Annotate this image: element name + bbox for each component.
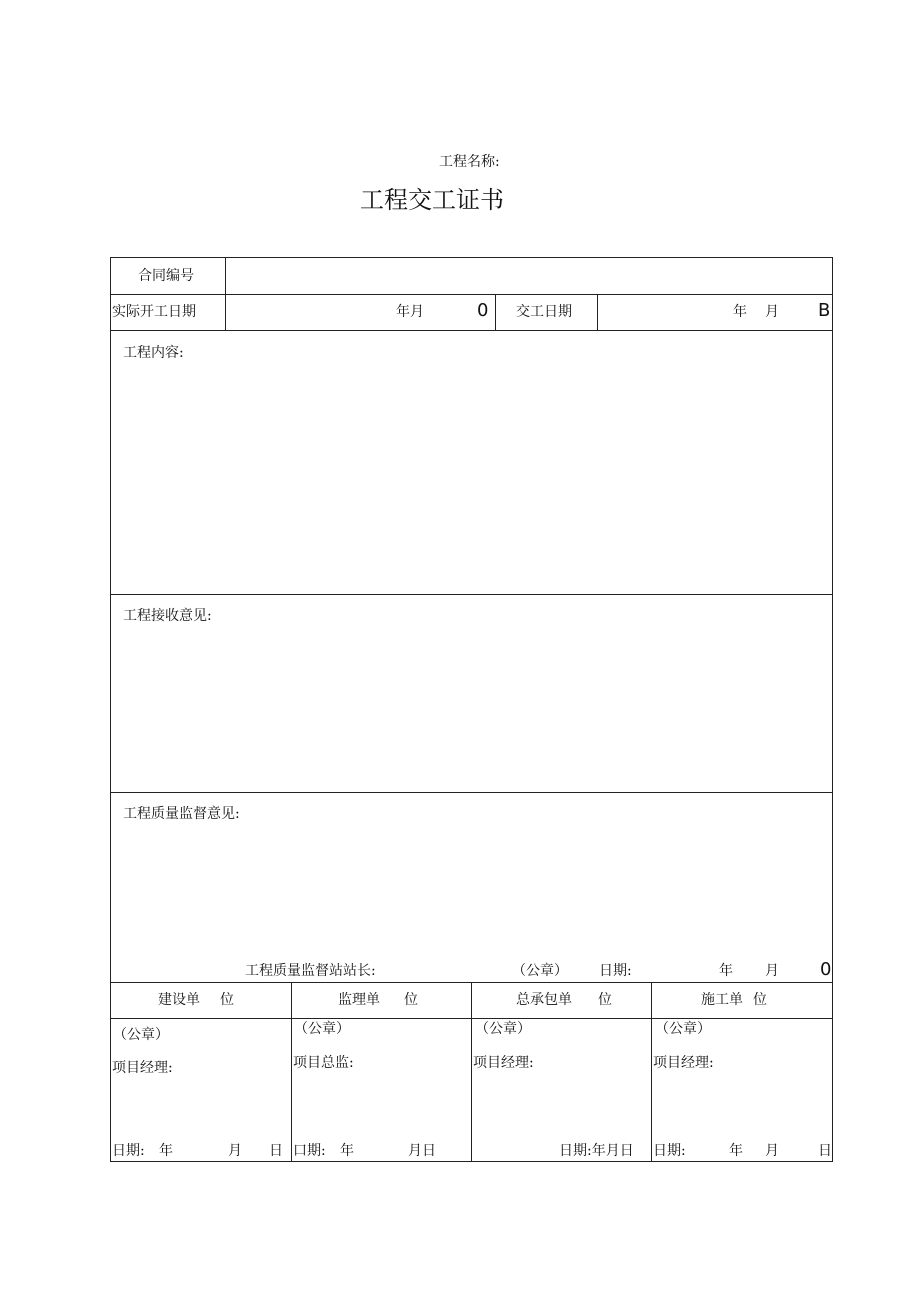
handover-date-label: 交工日期 xyxy=(516,304,572,320)
unit-date-label: 日期: xyxy=(112,1143,145,1159)
start-date-field[interactable] xyxy=(227,296,494,330)
start-date-year-month: 年月 xyxy=(396,304,424,320)
unit-header-suffix: 位 xyxy=(404,992,418,1008)
unit-seal: （公章） xyxy=(294,1021,350,1037)
unit-header-text: 总承包单 xyxy=(516,992,572,1008)
handover-date-year: 年 xyxy=(733,304,747,320)
project-name-label: 工程名称: xyxy=(439,154,500,170)
unit-header-construction xyxy=(158,992,234,1008)
unit-seal: （公章） xyxy=(475,1021,531,1037)
unit-header-general-contractor xyxy=(516,992,612,1008)
start-date-label: 实际开工日期 xyxy=(112,304,196,320)
quality-date-year: 年 xyxy=(719,963,733,979)
unit-header-text: 施工单 xyxy=(701,992,743,1008)
project-manager-label: 项目经理: xyxy=(473,1055,534,1071)
acceptance-field[interactable] xyxy=(112,628,830,790)
quality-date-month: 月 xyxy=(765,963,779,979)
acceptance-label: 工程接收意见: xyxy=(123,608,212,624)
contract-no-field[interactable] xyxy=(227,259,830,293)
unit-header-builder xyxy=(701,992,767,1008)
unit-date-day: 日 xyxy=(818,1143,832,1159)
unit-seal: （公章） xyxy=(655,1021,711,1037)
unit-header-text: 监理单 xyxy=(338,992,380,1008)
quality-seal: （公章） xyxy=(512,963,568,979)
project-manager-label: 项目经理: xyxy=(653,1055,714,1071)
unit-header-text: 建设单 xyxy=(158,992,200,1008)
unit-date-year: 年 xyxy=(159,1143,173,1159)
unit-header-suffix: 位 xyxy=(598,992,612,1008)
quality-date-label: 日期: xyxy=(599,963,632,979)
station-head-label: 工程质量监督站站长: xyxy=(245,963,376,979)
content-label: 工程内容: xyxy=(123,345,184,361)
page-title: 工程交工证书 xyxy=(360,186,504,214)
unit-header-suffix: 位 xyxy=(220,992,234,1008)
unit-date-year: 年 xyxy=(729,1143,743,1159)
unit-date-label: 口期: xyxy=(293,1143,326,1159)
start-date-day: 0 xyxy=(477,300,489,321)
unit-date-day: 日 xyxy=(269,1143,283,1159)
unit-date-text: 日期:年月日 xyxy=(559,1143,634,1159)
quality-date-day: 0 xyxy=(820,959,832,980)
quality-label: 工程质量监督意见: xyxy=(123,806,240,822)
unit-date-year: 年 xyxy=(340,1143,354,1159)
unit-date-month: 月 xyxy=(765,1143,779,1159)
quality-field[interactable] xyxy=(112,826,830,956)
unit-date-month: 月 xyxy=(228,1143,242,1159)
handover-date-month: 月 xyxy=(765,304,779,320)
project-manager-label: 项目经理: xyxy=(112,1060,173,1076)
unit-date-label: 日期: xyxy=(653,1143,686,1159)
unit-header-suffix: 位 xyxy=(753,992,767,1008)
unit-header-supervision xyxy=(338,992,418,1008)
handover-date-day: B xyxy=(818,300,831,321)
contract-no-label: 合同编号 xyxy=(138,268,194,284)
unit-seal: （公章） xyxy=(113,1027,169,1043)
chief-supervisor-label: 项目总监: xyxy=(293,1055,354,1071)
handover-date-field[interactable] xyxy=(599,296,831,330)
content-field[interactable] xyxy=(112,365,830,591)
unit-date-month-day: 月日 xyxy=(408,1143,436,1159)
